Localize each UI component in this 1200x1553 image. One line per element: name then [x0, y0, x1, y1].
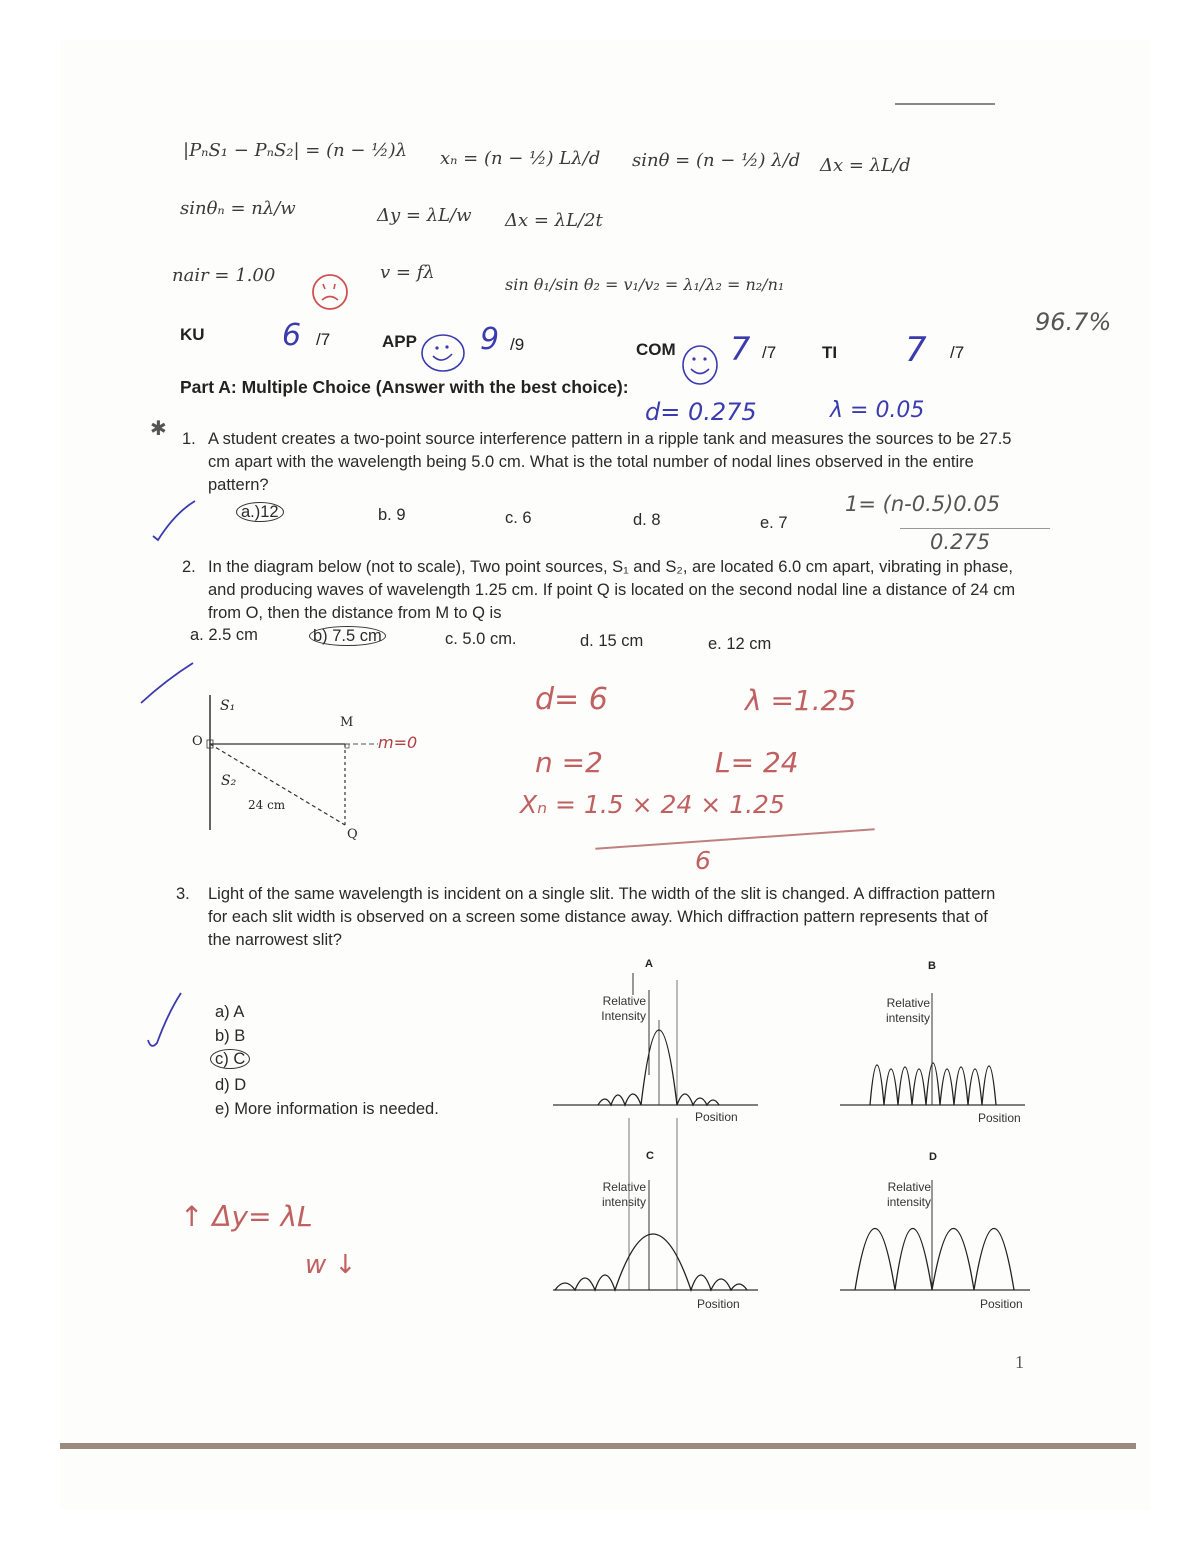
q1-number: 1.: [182, 430, 196, 448]
formula-sin-theta-n: sinθₙ = nλ/w: [180, 198, 296, 219]
q1-text: A student creates a two-point source interference pattern in a ripple tank and measures the sources to be 27.5 cm apart with the wavelength being 5.0 cm. What is the total number of nodal lines observed in the entire pattern?: [208, 430, 1012, 494]
chart-d-title: D: [929, 1151, 937, 1163]
q2-note-lambda: λ =1.25: [745, 684, 857, 717]
q1-note-d: d= 0.275: [645, 398, 757, 426]
com-max: /7: [762, 343, 777, 362]
formula-path-difference: |PₙS₁ − PₙS₂| = (n − ½)λ: [183, 140, 408, 161]
part-a-heading: Part A: Multiple Choice (Answer with the best choice):: [180, 377, 629, 397]
q1-note-denominator: 0.275: [930, 530, 991, 554]
q2-note-n: n =2: [535, 746, 603, 779]
chart-a-plot: [553, 965, 773, 1110]
q2-diagram: [185, 690, 445, 850]
com-score: 7: [730, 330, 751, 368]
chart-c-y-label: Relative intensity: [601, 1180, 646, 1209]
q2-note-xn: Xₙ = 1.5 × 24 × 1.25: [520, 790, 785, 819]
q3-option-c: c) C: [210, 1050, 250, 1069]
total-score: 96.7%: [1035, 308, 1112, 336]
chart-c-title: C: [646, 1150, 654, 1162]
checkmark-icon: [150, 498, 200, 543]
q2-diagram-s1: S₁: [220, 698, 236, 714]
chart-c-plot: [553, 1118, 773, 1298]
q2-diagram-s2: S₂: [221, 773, 237, 789]
q3-note-denominator: w ↓: [305, 1250, 357, 1280]
top-rule: [895, 103, 995, 105]
chart-a-title: A: [645, 958, 653, 970]
ti-label: TI: [822, 343, 838, 362]
chart-b-plot: [840, 985, 1040, 1110]
q3-number: 3.: [176, 885, 190, 903]
chart-d-y-label: Relative intensity: [886, 1180, 931, 1209]
q3-option-b: b) B: [215, 1027, 246, 1045]
bottom-rule: [60, 1443, 1136, 1449]
q2-option-a: a. 2.5 cm: [190, 626, 258, 644]
app-max: /9: [510, 335, 525, 354]
q2-diagram-m0-note: m=0: [378, 733, 418, 752]
chart-d-plot: [840, 1172, 1040, 1297]
ku-max: /7: [316, 330, 331, 349]
checkmark-icon: [143, 988, 188, 1053]
q2-note-denominator: 6: [695, 846, 711, 875]
q2-note-d: d= 6: [535, 682, 608, 717]
ku-score: 6: [282, 318, 302, 353]
chart-b-y-label: Relative intensity: [885, 996, 930, 1025]
chart-b-x-label: Position: [978, 1111, 1021, 1125]
q2-note-L: L= 24: [715, 746, 799, 779]
q3-text: Light of the same wavelength is incident on a single slit. The width of the slit is changed. A diffraction pattern for each slit width is observed on a screen some distance away. Which diffraction pattern represents that of the narrowest slit?: [208, 885, 996, 949]
com-label: COM: [636, 340, 676, 359]
chart-c-x-label: Position: [697, 1297, 740, 1311]
chart-a-y-label: Relative Intensity: [601, 994, 646, 1023]
ku-label: KU: [180, 325, 205, 344]
q2-option-d: d. 15 cm: [580, 632, 644, 650]
q2-diagram-distance: 24 cm: [248, 798, 286, 812]
q2-diagram-m: M: [340, 715, 354, 730]
formula-delta-y: Δy = λL/w: [377, 205, 472, 226]
q1-option-a: a.)12: [236, 503, 284, 522]
smiley-face-icon: [420, 332, 466, 374]
frowny-face-icon: [310, 272, 352, 312]
formula-wave-equation: v = fλ: [380, 262, 435, 283]
chart-b-title: B: [928, 960, 936, 972]
formula-n-air: nair = 1.00: [172, 265, 276, 286]
chart-a-x-label: Position: [695, 1110, 738, 1124]
q1-fraction-bar: [900, 528, 1050, 529]
formula-snell: sin θ₁/sin θ₂ = v₁/v₂ = λ₁/λ₂ = n₂/n₁: [505, 275, 785, 294]
q3-option-a: a) A: [215, 1003, 245, 1021]
app-score: 9: [480, 322, 500, 357]
q2-text: In the diagram below (not to scale), Two point sources, S₁ and S₂, are located 6.0 cm apart, vibrating in phase, and producing waves of wavelength 1.25 cm. If point Q is located on the second nodal line a distance of 24 cm from O, then the distance from M to Q is: [208, 558, 1016, 622]
q1-star-mark: ✱: [150, 418, 167, 440]
q2-diagram-q: Q: [347, 827, 358, 842]
ti-score: 7: [905, 330, 927, 370]
chart-d-x-label: Position: [980, 1297, 1023, 1311]
smiley-face-icon: [680, 343, 720, 387]
q2-option-e: e. 12 cm: [708, 635, 772, 653]
q3-note-equation: ↑ Δy= λL: [180, 1200, 313, 1233]
q1-option-e: e. 7: [760, 514, 788, 532]
q3-option-d: d) D: [215, 1076, 247, 1094]
q3-option-e: e) More information is needed.: [215, 1100, 439, 1118]
q1-note-equation: 1= (n-0.5)0.05: [845, 492, 1001, 516]
ti-max: /7: [950, 343, 965, 362]
formula-xn: xₙ = (n − ½) Lλ/d: [440, 148, 601, 169]
q1-note-lambda: λ = 0.05: [830, 398, 925, 423]
q2-diagram-o: O: [192, 734, 203, 749]
q2-option-c: c. 5.0 cm.: [445, 630, 517, 648]
formula-delta-x-2: Δx = λL/2t: [505, 210, 603, 231]
q1-option-b: b. 9: [378, 506, 406, 524]
q1-option-c: c. 6: [505, 509, 532, 527]
q1-option-d: d. 8: [633, 511, 661, 529]
formula-sin-theta: sinθ = (n − ½) λ/d: [632, 150, 801, 171]
app-label: APP: [382, 332, 417, 351]
q2-number: 2.: [182, 558, 196, 576]
q2-option-b: b) 7.5 cm: [309, 627, 386, 646]
page-number: 1: [1015, 1352, 1024, 1372]
formula-delta-x-1: Δx = λL/d: [820, 155, 911, 176]
